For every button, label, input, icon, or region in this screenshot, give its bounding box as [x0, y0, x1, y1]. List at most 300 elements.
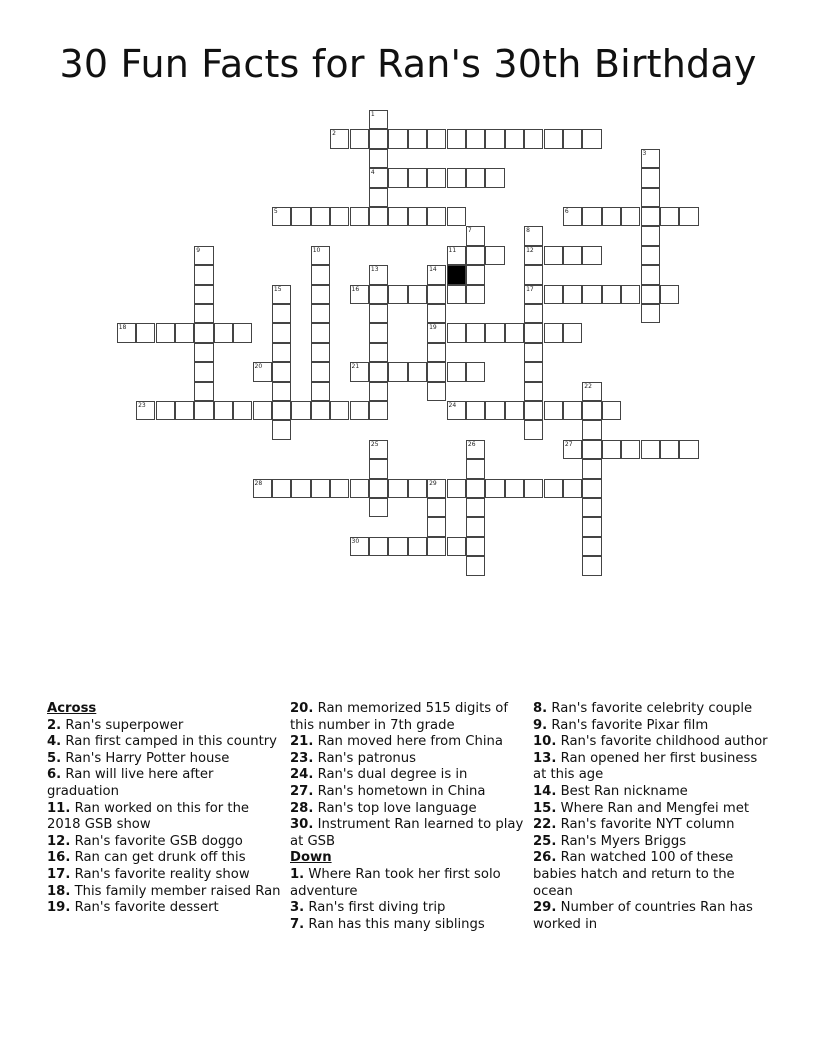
grid-cell[interactable]	[311, 343, 330, 362]
clue-text: Ran's Harry Potter house	[65, 750, 230, 766]
grid-cell[interactable]	[641, 188, 660, 207]
grid-cell[interactable]	[466, 168, 485, 187]
grid-cell[interactable]	[253, 479, 272, 498]
grid-cell[interactable]	[582, 459, 601, 478]
grid-cell[interactable]	[311, 401, 330, 420]
grid-cell[interactable]	[272, 207, 291, 226]
grid-cell[interactable]	[427, 168, 446, 187]
grid-cell[interactable]	[524, 265, 543, 284]
grid-cell[interactable]	[447, 323, 466, 342]
grid-cell[interactable]	[311, 479, 330, 498]
grid-cell[interactable]	[369, 188, 388, 207]
clue-number: 12.	[47, 833, 71, 849]
grid-cell[interactable]	[311, 265, 330, 284]
grid-cell[interactable]	[524, 304, 543, 323]
grid-cell[interactable]	[582, 401, 601, 420]
grid-cell[interactable]	[544, 246, 563, 265]
cell-number: 8	[526, 227, 530, 235]
grid-cell[interactable]	[136, 323, 155, 342]
grid-cell[interactable]	[350, 537, 369, 556]
cell-number: 17	[526, 285, 534, 293]
clue-number: 13.	[533, 750, 557, 766]
grid-cell[interactable]	[369, 537, 388, 556]
grid-cell[interactable]	[427, 382, 446, 401]
clue-number: 24.	[290, 767, 314, 783]
grid-cell[interactable]	[233, 323, 252, 342]
grid-cell[interactable]	[369, 362, 388, 381]
grid-cell[interactable]	[544, 129, 563, 148]
grid-cell[interactable]	[582, 129, 601, 148]
clue-text: Number of countries Ran has worked in	[533, 900, 753, 932]
grid-cell[interactable]	[505, 401, 524, 420]
clue-text: Ran's superpower	[65, 717, 184, 733]
grid-cell[interactable]	[447, 401, 466, 420]
grid-cell[interactable]	[369, 168, 388, 187]
grid-cell[interactable]	[369, 207, 388, 226]
clue-number: 29.	[533, 900, 557, 916]
grid-cell[interactable]	[156, 401, 175, 420]
grid-cell[interactable]	[641, 265, 660, 284]
grid-cell[interactable]	[466, 246, 485, 265]
across-clue	[47, 767, 282, 800]
grid-cell[interactable]	[311, 285, 330, 304]
grid-cell[interactable]	[544, 401, 563, 420]
grid-cell[interactable]	[582, 537, 601, 556]
grid-cell[interactable]	[253, 401, 272, 420]
grid-cell[interactable]	[641, 207, 660, 226]
grid-cell[interactable]	[466, 285, 485, 304]
grid-cell[interactable]	[194, 304, 213, 323]
grid-cell[interactable]	[524, 382, 543, 401]
cell-number: 16	[351, 285, 360, 293]
grid-cell[interactable]	[156, 323, 175, 342]
across-clue	[47, 900, 282, 917]
grid-cell[interactable]	[214, 323, 233, 342]
grid-cell[interactable]	[427, 479, 446, 498]
clue-text: Ran can get drunk off this	[74, 850, 246, 866]
grid-cell[interactable]	[602, 207, 621, 226]
across-clue	[47, 867, 282, 884]
grid-cell[interactable]	[427, 129, 446, 148]
grid-cell[interactable]	[408, 362, 427, 381]
grid-cell[interactable]	[369, 285, 388, 304]
grid-cell[interactable]	[485, 168, 504, 187]
grid-cell[interactable]	[524, 129, 543, 148]
clue-text: Ran's favorite childhood author	[560, 734, 768, 750]
grid-cell[interactable]	[679, 207, 698, 226]
grid-cell[interactable]	[524, 246, 543, 265]
grid-cell[interactable]	[563, 479, 582, 498]
clue-number: 14.	[533, 783, 557, 799]
grid-cell[interactable]	[641, 226, 660, 245]
grid-cell[interactable]	[272, 420, 291, 439]
grid-cell[interactable]	[369, 459, 388, 478]
grid-cell[interactable]	[641, 285, 660, 304]
down-clue	[290, 917, 525, 934]
grid-cell[interactable]	[330, 207, 349, 226]
across-clue	[290, 751, 525, 768]
grid-cell[interactable]	[447, 362, 466, 381]
grid-cell[interactable]	[272, 343, 291, 362]
grid-cell[interactable]	[408, 207, 427, 226]
grid-cell[interactable]	[447, 129, 466, 148]
grid-cell[interactable]	[369, 401, 388, 420]
grid-cell[interactable]	[582, 479, 601, 498]
clue-text: Ran opened her first business at this age	[533, 750, 758, 783]
grid-cell[interactable]	[350, 479, 369, 498]
clue-number: 26.	[533, 850, 557, 866]
grid-cell[interactable]	[563, 285, 582, 304]
cell-number: 6	[564, 208, 569, 215]
grid-cell[interactable]	[311, 362, 330, 381]
across-clue	[290, 784, 525, 801]
grid-cell[interactable]	[563, 440, 582, 459]
clue-number: 4.	[47, 734, 62, 750]
clue-text: Ran worked on this for the 2018 GSB show	[47, 800, 250, 833]
grid-cell[interactable]	[447, 207, 466, 226]
clues-column-1	[47, 701, 282, 917]
cell-number: 29	[429, 479, 437, 487]
grid-cell[interactable]	[369, 323, 388, 342]
grid-cell[interactable]	[466, 556, 485, 575]
grid-cell[interactable]	[621, 207, 640, 226]
grid-cell[interactable]	[330, 401, 349, 420]
grid-cell[interactable]	[466, 479, 485, 498]
grid-cell[interactable]	[330, 129, 349, 148]
grid-cell[interactable]	[272, 479, 291, 498]
grid-cell[interactable]	[582, 207, 601, 226]
across-clue	[47, 850, 282, 867]
clue-text: Ran's favorite NYT column	[560, 817, 735, 833]
down-clue	[533, 850, 768, 900]
grid-cell[interactable]	[660, 440, 679, 459]
grid-cell[interactable]	[311, 207, 330, 226]
across-clue	[47, 834, 282, 851]
grid-cell[interactable]	[447, 168, 466, 187]
grid-cell[interactable]	[466, 265, 485, 284]
cell-number: 20	[254, 363, 263, 371]
grid-cell[interactable]	[466, 129, 485, 148]
down-clue	[533, 751, 768, 784]
clue-text: Ran's favorite Pixar film	[551, 717, 709, 733]
grid-cell[interactable]	[388, 479, 407, 498]
across-clue	[47, 718, 282, 735]
grid-cell[interactable]	[563, 207, 582, 226]
grid-cell[interactable]	[194, 343, 213, 362]
grid-cell[interactable]	[408, 168, 427, 187]
across-clue	[290, 767, 525, 784]
grid-cell[interactable]	[485, 323, 504, 342]
grid-cell[interactable]	[466, 401, 485, 420]
cell-number: 30	[351, 537, 360, 545]
clue-number: 28.	[290, 800, 314, 816]
grid-cell[interactable]	[408, 479, 427, 498]
grid-cell[interactable]	[466, 323, 485, 342]
grid-cell[interactable]	[505, 323, 524, 342]
cell-number: 1	[370, 111, 375, 118]
grid-cell[interactable]	[524, 343, 543, 362]
cell-number: 5	[273, 208, 278, 215]
grid-cell[interactable]	[582, 498, 601, 517]
grid-cell[interactable]	[194, 323, 213, 342]
clue-text: Ran's dual degree is in	[317, 767, 468, 783]
clues-column-2	[290, 701, 525, 933]
clue-text: Best Ran nickname	[560, 783, 688, 799]
grid-cell[interactable]	[602, 285, 621, 304]
grid-cell[interactable]	[408, 537, 427, 556]
grid-cell[interactable]	[427, 207, 446, 226]
across-clue	[47, 884, 282, 901]
grid-cell[interactable]	[641, 440, 660, 459]
grid-cell[interactable]	[563, 129, 582, 148]
grid-cell[interactable]	[388, 285, 407, 304]
clue-text: Ran has this many siblings	[308, 916, 485, 932]
cell-number: 25	[370, 440, 379, 448]
grid-cell[interactable]	[602, 440, 621, 459]
grid-cell[interactable]	[369, 129, 388, 148]
grid-cell[interactable]	[679, 440, 698, 459]
clue-number: 9.	[533, 717, 548, 733]
grid-cell[interactable]	[194, 265, 213, 284]
clue-number: 11.	[47, 800, 71, 816]
grid-cell[interactable]	[369, 382, 388, 401]
grid-cell[interactable]	[524, 285, 543, 304]
clue-number: 5.	[47, 750, 62, 766]
grid-cell[interactable]	[660, 285, 679, 304]
grid-cell[interactable]	[641, 246, 660, 265]
across-clue	[47, 751, 282, 768]
cell-number: 21	[351, 363, 360, 371]
clue-number: 10.	[533, 734, 557, 750]
grid-cell[interactable]	[427, 323, 446, 342]
grid-cell[interactable]	[582, 382, 601, 401]
grid-cell[interactable]	[563, 246, 582, 265]
grid-cell[interactable]	[485, 479, 504, 498]
grid-cell[interactable]	[194, 285, 213, 304]
clue-number: 3.	[290, 900, 305, 916]
grid-cell[interactable]	[350, 129, 369, 148]
cell-number: 13	[370, 266, 379, 274]
grid-cell[interactable]	[369, 498, 388, 517]
grid-cell[interactable]	[524, 401, 543, 420]
clue-text: This family member raised Ran	[74, 883, 281, 899]
across-clue	[290, 801, 525, 818]
grid-cell[interactable]	[369, 149, 388, 168]
grid-cell[interactable]	[272, 323, 291, 342]
clues-column-3	[533, 701, 768, 933]
grid-cell[interactable]	[408, 285, 427, 304]
grid-cell[interactable]	[447, 285, 466, 304]
grid-cell[interactable]	[485, 246, 504, 265]
grid-cell[interactable]	[117, 323, 136, 342]
cell-number: 15	[273, 285, 282, 293]
grid-cell[interactable]	[272, 362, 291, 381]
grid-cell[interactable]	[369, 343, 388, 362]
grid-cell[interactable]	[388, 168, 407, 187]
grid-cell[interactable]	[272, 401, 291, 420]
grid-cell[interactable]	[582, 517, 601, 536]
grid-cell[interactable]	[272, 304, 291, 323]
grid-cell[interactable]	[466, 440, 485, 459]
grid-cell[interactable]	[291, 207, 310, 226]
grid-cell[interactable]	[427, 265, 446, 284]
grid-cell[interactable]	[427, 285, 446, 304]
cell-number: 27	[564, 440, 573, 448]
grid-cell[interactable]	[582, 420, 601, 439]
across-clue	[47, 734, 282, 751]
grid-cell[interactable]	[582, 285, 601, 304]
across-clue	[290, 734, 525, 751]
grid-cell[interactable]	[505, 479, 524, 498]
cell-number: 3	[642, 149, 647, 157]
grid-cell[interactable]	[544, 479, 563, 498]
grid-cell[interactable]	[175, 323, 194, 342]
grid-cell[interactable]	[272, 382, 291, 401]
grid-cell[interactable]	[641, 304, 660, 323]
grid-cell[interactable]	[621, 440, 640, 459]
clue-text: Ran's patronus	[317, 750, 416, 766]
grid-cell[interactable]	[602, 401, 621, 420]
cell-number: 2	[332, 130, 336, 138]
clue-number: 8.	[533, 701, 548, 716]
clue-number: 21.	[290, 734, 314, 750]
grid-cell[interactable]	[272, 285, 291, 304]
grid-cell[interactable]	[427, 517, 446, 536]
grid-cell[interactable]	[194, 401, 213, 420]
clue-number: 7.	[290, 916, 305, 932]
clue-number: 18.	[47, 883, 71, 899]
grid-cell[interactable]	[524, 323, 543, 342]
cell-number: 24	[448, 402, 457, 409]
across-header: Across	[47, 701, 97, 716]
grid-cell[interactable]	[466, 498, 485, 517]
page-title: 30 Fun Facts for Ran's 30th Birthday	[59, 42, 757, 86]
grid-cell[interactable]	[641, 149, 660, 168]
cell-number: 22	[584, 382, 592, 390]
grid-cell[interactable]	[311, 382, 330, 401]
grid-cell[interactable]	[369, 479, 388, 498]
grid-cell[interactable]	[388, 129, 407, 148]
grid-cell[interactable]	[350, 362, 369, 381]
grid-cell[interactable]	[505, 129, 524, 148]
grid-cell[interactable]	[388, 362, 407, 381]
clue-text: Ran's favorite reality show	[74, 866, 250, 882]
grid-cell[interactable]	[485, 401, 504, 420]
grid-cell[interactable]	[291, 401, 310, 420]
cell-number: 28	[254, 479, 263, 487]
grid-cell[interactable]	[466, 226, 485, 245]
grid-cell[interactable]	[233, 401, 252, 420]
grid-cell[interactable]	[175, 401, 194, 420]
grid-cell[interactable]	[330, 479, 349, 498]
grid-cell[interactable]	[524, 362, 543, 381]
grid-cell[interactable]	[466, 537, 485, 556]
down-clue	[533, 900, 768, 933]
grid-cell[interactable]	[369, 110, 388, 129]
grid-cell[interactable]	[311, 323, 330, 342]
grid-cell[interactable]	[136, 401, 155, 420]
across-clue	[47, 801, 282, 834]
clue-number: 20.	[290, 701, 314, 716]
grid-cell[interactable]	[427, 498, 446, 517]
clue-text: Ran's hometown in China	[317, 783, 486, 799]
grid-cell[interactable]	[466, 517, 485, 536]
grid-cell[interactable]	[660, 207, 679, 226]
grid-cell[interactable]	[563, 401, 582, 420]
grid-cell[interactable]	[621, 285, 640, 304]
grid-cell[interactable]	[194, 362, 213, 381]
grid-cell[interactable]	[563, 323, 582, 342]
grid-cell[interactable]	[427, 537, 446, 556]
clue-number: 27.	[290, 783, 314, 799]
grid-cell[interactable]	[524, 226, 543, 245]
grid-cell[interactable]	[447, 479, 466, 498]
down-clue	[533, 817, 768, 834]
clue-text: Ran moved here from China	[317, 734, 503, 750]
grid-cell[interactable]	[388, 537, 407, 556]
grid-cell[interactable]	[194, 246, 213, 265]
grid-cell[interactable]	[427, 304, 446, 323]
grid-cell[interactable]	[350, 207, 369, 226]
grid-cell[interactable]	[466, 362, 485, 381]
grid-cell[interactable]	[524, 479, 543, 498]
grid-cell[interactable]	[582, 440, 601, 459]
grid-cell[interactable]	[524, 420, 543, 439]
clue-text: Ran's favorite GSB doggo	[74, 833, 243, 849]
grid-cell[interactable]	[350, 285, 369, 304]
clue-text: Where Ran and Mengfei met	[560, 800, 749, 816]
grid-cell[interactable]	[582, 246, 601, 265]
clue-text: Ran's first diving trip	[308, 900, 446, 916]
across-clue	[290, 817, 525, 850]
grid-cell[interactable]	[388, 207, 407, 226]
grid-cell[interactable]	[427, 343, 446, 362]
grid-cell[interactable]	[466, 459, 485, 478]
grid-cell[interactable]	[447, 537, 466, 556]
cell-number: 9	[196, 246, 201, 254]
clue-number: 6.	[47, 767, 62, 783]
grid-cell[interactable]	[369, 304, 388, 323]
down-clue	[533, 734, 768, 751]
clue-number: 25.	[533, 833, 557, 849]
grid-cell[interactable]	[544, 285, 563, 304]
cell-number: 7	[467, 227, 472, 235]
grid-cell[interactable]	[544, 323, 563, 342]
grid-cell[interactable]	[194, 382, 213, 401]
grid-cell[interactable]	[311, 246, 330, 265]
grid-cell[interactable]	[214, 401, 233, 420]
clue-text: Ran memorized 515 digits of this number in 7th grade	[290, 701, 509, 733]
cell-number: 12	[526, 246, 534, 254]
grid-cell[interactable]	[447, 246, 466, 265]
grid-cell[interactable]	[311, 304, 330, 323]
grid-cell[interactable]	[350, 401, 369, 420]
grid-cell[interactable]	[369, 265, 388, 284]
grid-cell[interactable]	[582, 556, 601, 575]
grid-cell[interactable]	[485, 129, 504, 148]
grid-cell[interactable]	[253, 362, 272, 381]
grid-cell[interactable]	[641, 168, 660, 187]
cell-number: 23	[138, 402, 146, 409]
grid-cell[interactable]	[291, 479, 310, 498]
clue-text: Where Ran took her first solo adventure	[290, 866, 501, 899]
clue-number: 19.	[47, 900, 71, 916]
grid-cell[interactable]	[427, 362, 446, 381]
clue-number: 22.	[533, 817, 557, 833]
grid-cell[interactable]	[408, 129, 427, 148]
clue-number: 2.	[47, 717, 62, 733]
grid-cell[interactable]	[369, 440, 388, 459]
